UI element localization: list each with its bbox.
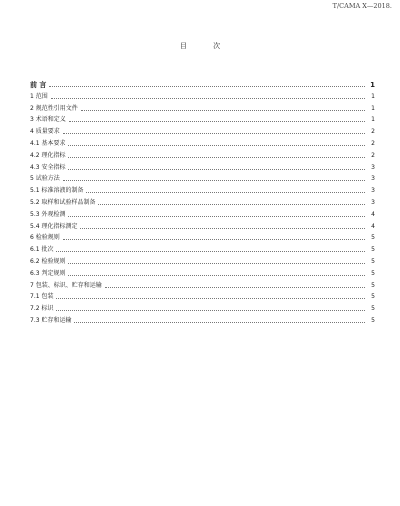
toc-entry-page: 3 — [371, 163, 375, 171]
toc-leader — [63, 132, 365, 134]
toc-entry[interactable] — [30, 219, 375, 231]
toc-leader — [86, 191, 365, 193]
toc-entry[interactable] — [30, 148, 375, 160]
toc-entry[interactable] — [30, 266, 375, 278]
toc-entry-page: 4 — [371, 222, 375, 230]
toc-entry-page: 2 — [371, 139, 375, 147]
toc-entry-label: 6.2 检验规则 — [30, 257, 66, 265]
toc-entry[interactable] — [30, 195, 375, 207]
toc-entry[interactable] — [30, 101, 375, 113]
toc-entry-page: 5 — [371, 316, 375, 324]
toc-entry-page: 5 — [371, 305, 375, 313]
toc-entry[interactable] — [30, 160, 375, 172]
toc-entry[interactable] — [30, 113, 375, 125]
toc-leader — [68, 262, 365, 264]
toc-leader — [74, 321, 365, 323]
table-of-contents — [30, 73, 375, 325]
toc-entry[interactable] — [30, 73, 375, 89]
toc-entry-label: 2 规范性引用文件 — [30, 104, 78, 112]
toc-entry-label: 5.3 外观检测 — [30, 210, 66, 218]
toc-entry-page: 1 — [370, 81, 375, 89]
toc-entry-page: 5 — [371, 257, 375, 265]
standard-code: T/CAMA X—2018. — [332, 2, 392, 10]
toc-entry-page: 5 — [371, 246, 375, 254]
toc-entry-page: 3 — [371, 187, 375, 195]
toc-leader — [80, 227, 365, 229]
toc-entry-label: 6 检验规则 — [30, 234, 60, 242]
toc-leader — [56, 297, 365, 299]
toc-entry-label: 5.4 理化指标测定 — [30, 222, 78, 230]
toc-leader — [68, 156, 365, 158]
toc-leader — [68, 168, 365, 170]
toc-entry[interactable] — [30, 183, 375, 195]
toc-entry[interactable] — [30, 290, 375, 302]
toc-entry[interactable] — [30, 254, 375, 266]
toc-entry[interactable] — [30, 136, 375, 148]
toc-entry-page: 5 — [371, 281, 375, 289]
toc-entry-page: 1 — [371, 92, 375, 100]
toc-entry[interactable] — [30, 301, 375, 313]
toc-entry[interactable] — [30, 207, 375, 219]
toc-leader — [49, 85, 365, 87]
toc-leader — [68, 144, 365, 146]
toc-entry[interactable] — [30, 242, 375, 254]
toc-entry-page: 2 — [371, 151, 375, 159]
toc-entry-page: 5 — [371, 234, 375, 242]
toc-entry-label: 1 范围 — [30, 92, 48, 100]
toc-entry[interactable] — [30, 124, 375, 136]
toc-entry-label: 6.1 批次 — [30, 246, 54, 254]
toc-entry-label: 5.2 取样和试验样品制备 — [30, 198, 96, 206]
toc-entry-label: 6.3 判定规则 — [30, 269, 66, 277]
toc-entry-page: 1 — [371, 116, 375, 124]
toc-entry-label: 前 言 — [30, 81, 47, 89]
toc-leader — [51, 97, 365, 99]
toc-entry-label: 4.1 基本要求 — [30, 139, 66, 147]
toc-leader — [63, 179, 365, 181]
toc-entry-label: 4.3 安全指标 — [30, 163, 66, 171]
toc-entry[interactable] — [30, 313, 375, 325]
toc-leader — [69, 120, 365, 122]
toc-entry-label: 7.2 标识 — [30, 305, 54, 313]
toc-entry-page: 1 — [371, 104, 375, 112]
toc-leader — [105, 286, 365, 288]
toc-entry-page: 2 — [371, 128, 375, 136]
toc-entry-label: 3 术语和定义 — [30, 116, 66, 124]
toc-entry-page: 5 — [371, 293, 375, 301]
toc-entry-label: 5.1 标准溶液的制备 — [30, 187, 84, 195]
toc-entry-page: 3 — [371, 198, 375, 206]
toc-entry-label: 7 包装、标识、贮存和运输 — [30, 281, 102, 289]
toc-leader — [56, 250, 365, 252]
toc-leader — [56, 309, 365, 311]
toc-leader — [68, 274, 365, 276]
toc-entry-page: 5 — [371, 269, 375, 277]
toc-entry-page: 3 — [371, 175, 375, 183]
toc-leader — [63, 238, 365, 240]
toc-entry[interactable] — [30, 89, 375, 101]
toc-entry[interactable] — [30, 231, 375, 243]
toc-title: 目 次 — [179, 42, 233, 50]
toc-entry[interactable] — [30, 172, 375, 184]
toc-entry[interactable] — [30, 278, 375, 290]
toc-entry-label: 4 质量要求 — [30, 128, 60, 136]
toc-leader — [68, 215, 365, 217]
toc-entry-label: 7.3 贮存和运输 — [30, 316, 72, 324]
toc-leader — [81, 109, 365, 111]
toc-entry-label: 4.2 理化指标 — [30, 151, 66, 159]
toc-entry-label: 5 试验方法 — [30, 175, 60, 183]
toc-entry-label: 7.1 包装 — [30, 293, 54, 301]
toc-leader — [98, 203, 365, 205]
toc-entry-page: 4 — [371, 210, 375, 218]
